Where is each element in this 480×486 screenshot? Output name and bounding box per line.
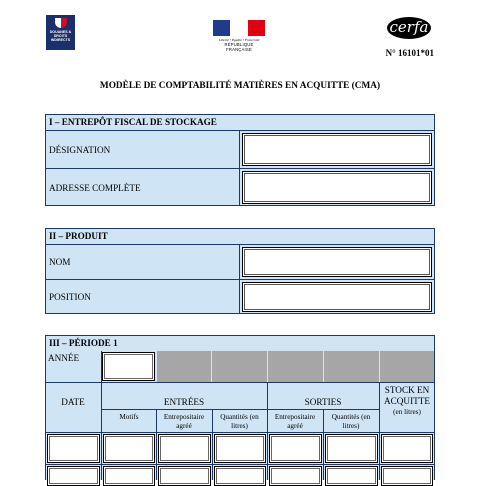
section-produit xyxy=(45,228,435,314)
rule xyxy=(45,382,435,383)
stock-field[interactable] xyxy=(381,466,433,486)
year-field[interactable] xyxy=(102,352,155,381)
nom-row xyxy=(46,245,434,280)
rule xyxy=(101,351,102,480)
entries-warehouse-field[interactable] xyxy=(158,466,211,486)
position-field[interactable] xyxy=(242,282,432,312)
rule xyxy=(323,409,324,480)
exits-quantity-field[interactable] xyxy=(325,434,378,463)
form-number: N° 16101*01 xyxy=(385,48,434,58)
section-heading: II – PRODUIT xyxy=(46,229,434,245)
section-heading: III – PÉRIODE 1 xyxy=(46,336,434,352)
address-field[interactable] xyxy=(242,171,432,204)
entries-motif-field[interactable] xyxy=(103,434,155,463)
motifs-subheader: Motifs xyxy=(119,413,139,421)
marianne-emblem-icon xyxy=(55,18,67,28)
period-table xyxy=(45,351,435,480)
exits-warehouse-field[interactable] xyxy=(269,466,322,486)
year-shaded-cell xyxy=(380,351,434,382)
exits-quantity-subheader: Quantités (en litres) xyxy=(331,413,371,430)
year-shaded-cell xyxy=(212,351,267,382)
douanes-logo xyxy=(46,15,75,50)
position-label: POSITION xyxy=(46,280,240,314)
position-row xyxy=(46,280,434,314)
entries-warehouse-field[interactable] xyxy=(158,434,211,463)
cerfa-logo: cerfa xyxy=(387,17,431,39)
year-label: ANNÉE xyxy=(48,353,80,363)
designation-field[interactable] xyxy=(242,133,432,166)
year-shaded-cell xyxy=(268,351,323,382)
section-entrepot-fiscal xyxy=(45,114,435,206)
exits-warehouse-field[interactable] xyxy=(269,434,322,463)
rule xyxy=(379,382,380,480)
address-row xyxy=(46,169,434,206)
address-label: ADRESSE COMPLÈTE xyxy=(46,169,240,206)
entries-header: ENTRÉES xyxy=(163,397,205,407)
entries-quantity-field[interactable] xyxy=(214,434,266,463)
stock-field[interactable] xyxy=(381,434,433,463)
entries-warehouse-subheader: Entrepositaire agréé xyxy=(163,413,205,430)
republique-francaise-logo xyxy=(213,20,265,52)
designation-row xyxy=(46,131,434,169)
rule xyxy=(267,382,268,480)
date-field[interactable] xyxy=(47,466,100,486)
republic-text: RÉPUBLIQUE FRANÇAISE xyxy=(224,42,254,52)
exits-header: SORTIES xyxy=(304,397,342,407)
year-shaded-cell xyxy=(157,351,211,382)
french-flag-icon xyxy=(213,20,265,36)
rule xyxy=(45,432,435,433)
rule xyxy=(156,409,157,480)
date-field[interactable] xyxy=(47,434,100,463)
douanes-logo-text: DOUANES & DROITS INDIRECTS xyxy=(49,30,72,42)
exits-quantity-field[interactable] xyxy=(325,466,378,486)
section-periode xyxy=(45,335,435,352)
exits-warehouse-subheader: Entrepositaire agréé xyxy=(274,413,316,430)
republic-motto: Liberté • Égalité • Fraternité xyxy=(218,38,260,42)
entries-quantity-subheader: Quantités (en litres) xyxy=(220,413,259,430)
rule xyxy=(101,409,379,410)
stock-unit: (en litres) xyxy=(393,408,421,416)
designation-label: DÉSIGNATION xyxy=(46,131,240,168)
date-header: DATE xyxy=(61,397,85,407)
year-shaded-cell xyxy=(324,351,379,382)
nom-field[interactable] xyxy=(242,247,432,277)
rule xyxy=(45,464,435,465)
rule xyxy=(212,409,213,480)
entries-motif-field[interactable] xyxy=(103,466,155,486)
stock-header: STOCK EN ACQUITTE xyxy=(384,385,430,406)
section-heading: I – ENTREPÔT FISCAL DE STOCKAGE xyxy=(46,115,434,131)
page-title: MODÈLE DE COMPTABILITÉ MATIÈRES EN ACQUITTE (CMA) xyxy=(99,81,381,91)
entries-quantity-field[interactable] xyxy=(214,466,266,486)
nom-label: NOM xyxy=(46,245,240,279)
